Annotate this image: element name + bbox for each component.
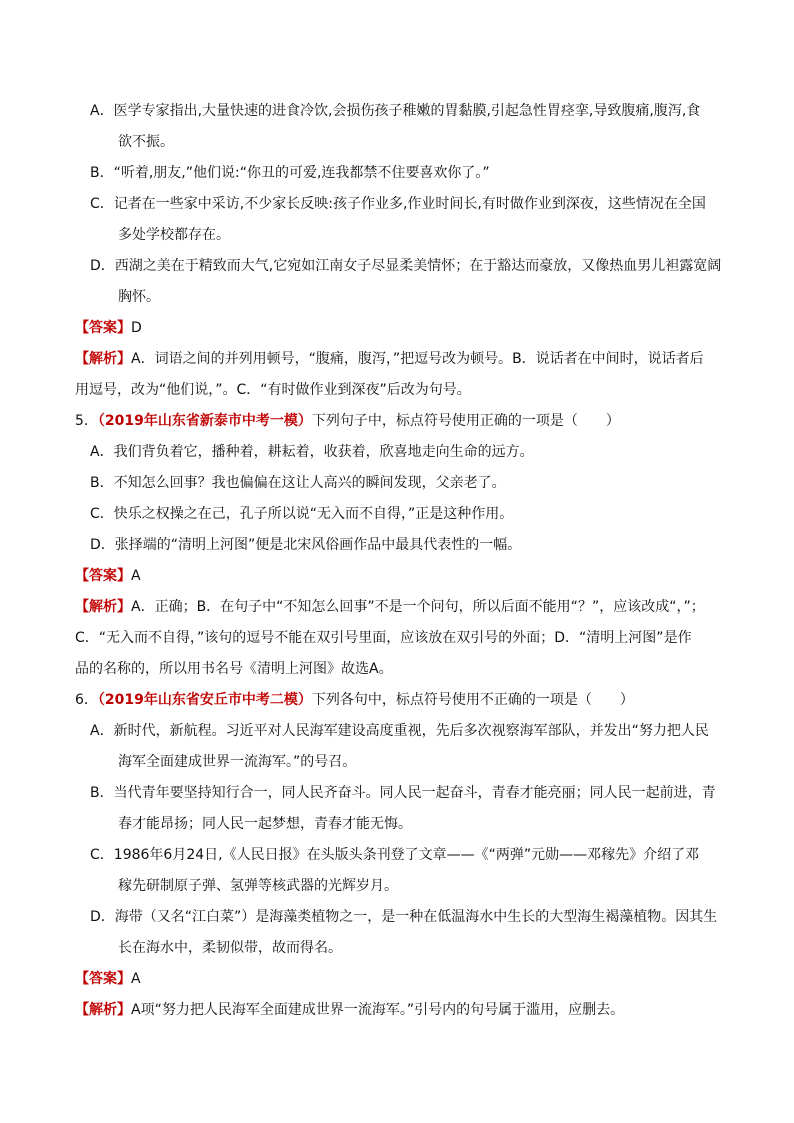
q5-option-a: A．我们背负着它，播种着，耕耘着，收获着，欣喜地走向生命的远方。 bbox=[90, 444, 534, 460]
q4-option-c-line1: C．记者在一些家中采访,不少家长反映:孩子作业多,作业时间长,有时做作业到深夜，这些情况在全国 bbox=[90, 196, 706, 212]
q5-analysis-line3: 品的名称的，所以用书名号《清明上河图》故选A。 bbox=[75, 661, 393, 677]
option-label: C． bbox=[90, 196, 114, 212]
q6-option-c-line2: 稼先研制原子弹、氢弹等核武器的光辉岁月。 bbox=[118, 878, 398, 894]
answer-value: D bbox=[131, 320, 142, 336]
option-label: C． bbox=[90, 506, 114, 522]
q4-option-a-line2: 欲不振。 bbox=[118, 134, 174, 150]
option-label: D． bbox=[90, 537, 115, 553]
q6-option-d-line1: D．海带（又名“江白菜”）是海藻类植物之一，是一种在低温海水中生长的大型海生褐藻植物。因其生 bbox=[90, 909, 718, 925]
option-label: C． bbox=[90, 847, 114, 863]
q5-answer bbox=[75, 566, 141, 586]
answer-value: A bbox=[131, 971, 141, 987]
q6-option-b-line2: 春才能昂扬；同人民一起梦想，青春才能无悔。 bbox=[118, 816, 412, 832]
analysis-tag: 【解析】 bbox=[75, 599, 131, 615]
q4-analysis-line1: 【解析】A．词语之间的并列用顿号，“腹痛，腹泻，”把逗号改为顿号。B．说话者在中间时，说话者后 bbox=[75, 351, 704, 367]
q4-option-c-line2: 多处学校都存在。 bbox=[118, 227, 230, 243]
q4-option-d-line1: D．西湖之美在于精致而大气,它宛如江南女子尽显柔美情怀；在于豁达而豪放，又像热血男儿袒露宽阔 bbox=[90, 258, 722, 274]
q6-answer bbox=[75, 969, 141, 989]
q5-option-d: D．张择端的“清明上河图”便是北宋风俗画作品中最具代表性的一幅。 bbox=[90, 537, 522, 553]
question-source: （2019年山东省安丘市中考二模） bbox=[97, 692, 312, 708]
answer-tag: 【答案】 bbox=[75, 320, 131, 336]
q6-option-d-line2: 长在海水中，柔韧似带，故而得名。 bbox=[118, 940, 342, 956]
q6-stem: 6．（2019年山东省安丘市中考二模）下列各句中，标点符号使用不正确的一项是（ ） bbox=[75, 692, 634, 708]
q5-option-b: B．不知怎么回事？我也偏偏在这让人高兴的瞬间发现，父亲老了。 bbox=[90, 475, 506, 491]
analysis-tag: 【解析】 bbox=[75, 1002, 131, 1018]
q6-option-a-line1: A．新时代，新航程。习近平对人民海军建设高度重视，先后多次视察海军部队，并发出“努力把人民 bbox=[90, 723, 709, 739]
q5-stem: 5．（2019年山东省新泰市中考一模）下列句子中，标点符号使用正确的一项是（ ） bbox=[75, 413, 620, 429]
option-label: B． bbox=[90, 785, 114, 801]
option-label: D． bbox=[90, 909, 115, 925]
q6-option-b-line1: B．当代青年要坚持知行合一，同人民齐奋斗。同人民一起奋斗，青春才能亮丽；同人民一起前进，青 bbox=[90, 785, 716, 801]
q4-option-d-line2: 胸怀。 bbox=[118, 289, 160, 305]
q4-option-b: B．“听着,朋友,”他们说:“你丑的可爱,连我都禁不住要喜欢你了。” bbox=[90, 165, 490, 181]
q5-analysis-line2: C．“无入而不自得，”该句的逗号不能在双引号里面，应该放在双引号的外面；D．“清明上河图”是作 bbox=[75, 630, 692, 646]
q5-analysis-line1: 【解析】A．正确；B．在句子中“不知怎么回事”不是一个问句，所以后面不能用“？”，应该改成“，”； bbox=[75, 599, 705, 615]
option-label: A． bbox=[90, 103, 114, 119]
option-label: A． bbox=[90, 444, 114, 460]
option-label: B． bbox=[90, 165, 114, 181]
option-label: B． bbox=[90, 475, 114, 491]
question-number: 5． bbox=[75, 413, 98, 429]
answer-value: A bbox=[131, 568, 141, 584]
q4-option-a-line1: A．医学专家指出,大量快速的进食冷饮,会损伤孩子稚嫩的胃黏膜,引起急性胃痉挛,导致腹痛,腹泻,食 bbox=[90, 103, 701, 119]
answer-tag: 【答案】 bbox=[75, 568, 131, 584]
q4-answer bbox=[75, 318, 142, 338]
option-label: A． bbox=[90, 723, 114, 739]
q6-option-a-line2: 海军全面建成世界一流海军。”的号召。 bbox=[118, 754, 357, 770]
q6-option-c-line1: C．1986年6月24日,《人民日报》在头版头条刊登了文章——《“两弹”元勋——邓稼先》介绍了邓 bbox=[90, 847, 700, 863]
option-label: D． bbox=[90, 258, 115, 274]
analysis-tag: 【解析】 bbox=[75, 351, 131, 367]
q5-option-c: C．快乐之权操之在己，孔子所以说“无入而不自得，”正是这种作用。 bbox=[90, 506, 514, 522]
q6-analysis-line1: 【解析】A项“努力把人民海军全面建成世界一流海军。”引号内的句号属于滥用，应删去。 bbox=[75, 1002, 625, 1018]
question-source: （2019年山东省新泰市中考一模） bbox=[97, 413, 312, 429]
question-number: 6． bbox=[75, 692, 98, 708]
q4-analysis-line2: 用逗号，改为“他们说，”。C．“有时做作业到深夜”后改为句号。 bbox=[75, 382, 471, 398]
answer-tag: 【答案】 bbox=[75, 971, 131, 987]
